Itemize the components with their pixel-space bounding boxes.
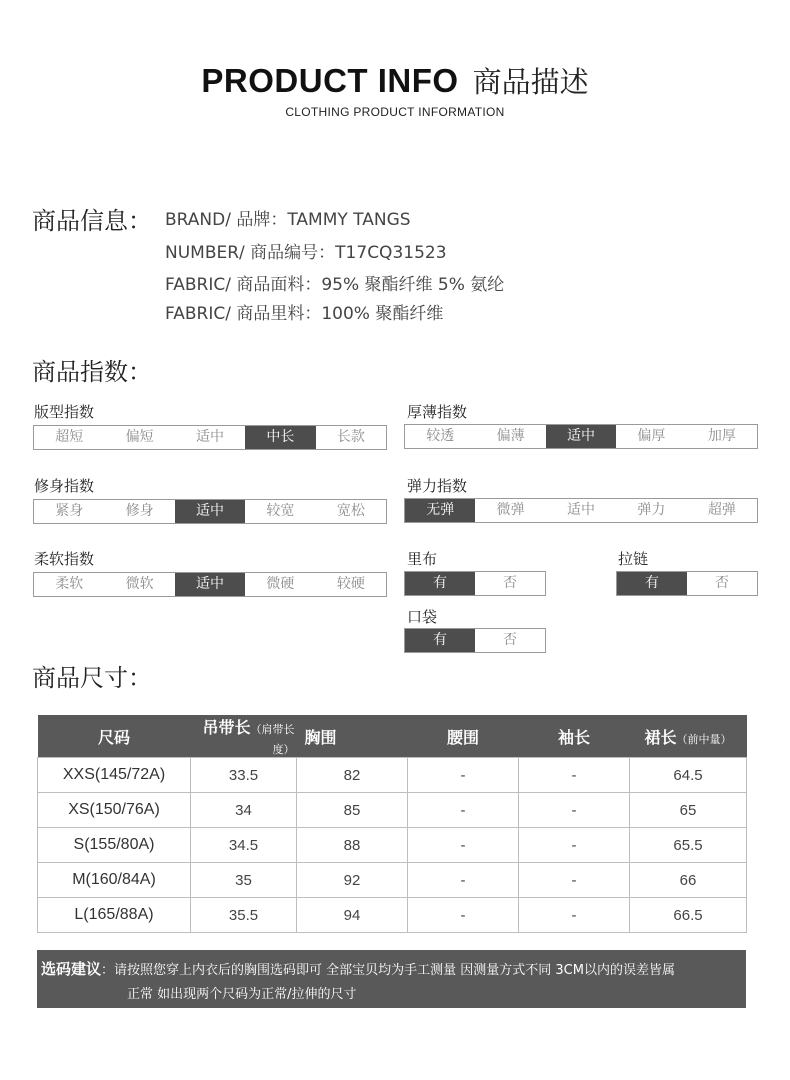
- soft-option: 柔软: [55, 576, 84, 592]
- table-row: [38, 793, 747, 828]
- sleeve-cell: -: [519, 863, 630, 898]
- size-cell: S(155/80A): [38, 828, 191, 863]
- col-header-waist: 腰围: [408, 715, 519, 758]
- slim-option: 紧身: [55, 503, 84, 519]
- waist-cell: -: [408, 898, 519, 933]
- sleeve-cell: -: [519, 758, 630, 793]
- col-header-size: 尺码: [38, 715, 191, 758]
- fit-option: 超短: [55, 429, 84, 445]
- sleeve-cell: -: [519, 793, 630, 828]
- col-header-strap-text: 吊带长: [202, 718, 251, 737]
- thickness-option: 偏厚: [637, 428, 666, 444]
- info-lining-fabric: FABRIC/ 商品里料：100% 聚酯纤维: [165, 304, 444, 324]
- title-chinese: 商品描述: [472, 67, 589, 99]
- pocket-option: 否: [503, 632, 517, 648]
- thickness-option: 加厚: [707, 428, 736, 444]
- col-header-bust-text: 胸围: [304, 727, 337, 747]
- info-number: NUMBER/ 商品编号：T17CQ31523: [165, 243, 447, 263]
- strap-cell: 33.5: [191, 758, 297, 793]
- elastic-option: 超弹: [707, 502, 736, 518]
- soft-index-label: 柔软指数: [34, 550, 95, 568]
- size-table-header: [38, 715, 747, 758]
- col-header-skirt-text: 裙长: [644, 727, 677, 747]
- elastic-option: 弹力: [637, 502, 666, 518]
- waist-cell: -: [408, 758, 519, 793]
- skirt-cell: 64.5: [630, 758, 747, 793]
- strap-cell: 34.5: [191, 828, 297, 863]
- fit-option: 偏短: [125, 429, 154, 445]
- page-subtitle: CLOTHING PRODUCT INFORMATION: [285, 105, 505, 119]
- elastic-option: 适中: [567, 502, 596, 518]
- lining-scale: [404, 571, 546, 596]
- size-advice-line2: 正常 如出现两个尺码为正常/拉伸的尺寸: [127, 987, 357, 1002]
- bust-cell: 85: [297, 793, 408, 828]
- elastic-index-scale: [404, 498, 758, 523]
- zipper-option: 有: [617, 572, 687, 595]
- sleeve-cell: -: [519, 898, 630, 933]
- soft-option: 微软: [125, 576, 154, 592]
- pocket-option: 有: [405, 629, 475, 652]
- col-header-skirt-note: （前中量）: [676, 732, 732, 746]
- soft-option: 较硬: [336, 576, 365, 592]
- size-advice-line1: ：请按照您穿上内衣后的胸围选码即可 全部宝贝均为手工测量 因测量方式不同 3CM以内的误差皆属: [101, 963, 675, 978]
- sleeve-cell: -: [519, 828, 630, 863]
- lining-option: 否: [503, 575, 517, 591]
- bust-cell: 92: [297, 863, 408, 898]
- fit-index-scale: [33, 425, 387, 450]
- col-header-skirt: [630, 715, 747, 758]
- info-section-title: 商品信息：: [32, 207, 152, 235]
- table-row: [38, 828, 747, 863]
- zipper-label: 拉链: [618, 550, 649, 568]
- col-header-strap: [191, 715, 297, 758]
- waist-cell: -: [408, 828, 519, 863]
- col-header-bust: [297, 715, 408, 758]
- size-cell: M(160/84A): [38, 863, 191, 898]
- thickness-option: 适中: [546, 425, 616, 448]
- elastic-option: 无弹: [405, 499, 475, 522]
- strap-cell: 34: [191, 793, 297, 828]
- info-brand: BRAND/ 品牌：TAMMY TANGS: [165, 210, 411, 230]
- elastic-index-label: 弹力指数: [407, 477, 468, 495]
- table-row: [38, 758, 747, 793]
- soft-option: 微硬: [266, 576, 295, 592]
- lining-label: 里布: [407, 550, 438, 568]
- col-header-sleeve: 袖长: [519, 715, 630, 758]
- skirt-cell: 66.5: [630, 898, 747, 933]
- table-row: [38, 863, 747, 898]
- waist-cell: -: [408, 793, 519, 828]
- soft-option: 适中: [175, 573, 245, 596]
- title-english: PRODUCT INFO: [201, 62, 459, 99]
- slim-option: 宽松: [336, 503, 365, 519]
- soft-index-scale: [33, 572, 387, 597]
- bust-cell: 94: [297, 898, 408, 933]
- zipper-scale: [616, 571, 758, 596]
- pocket-label: 口袋: [407, 608, 438, 626]
- table-row: [38, 898, 747, 933]
- slim-index-scale: [33, 499, 387, 524]
- sizes-section-title: 商品尺寸：: [32, 664, 152, 692]
- slim-option: 适中: [175, 500, 245, 523]
- skirt-cell: 65: [630, 793, 747, 828]
- size-table: [37, 715, 747, 933]
- size-cell: L(165/88A): [38, 898, 191, 933]
- lining-option: 有: [405, 572, 475, 595]
- size-cell: XXS(145/72A): [38, 758, 191, 793]
- strap-cell: 35: [191, 863, 297, 898]
- pocket-scale: [404, 628, 546, 653]
- waist-cell: -: [408, 863, 519, 898]
- info-fabric: FABRIC/ 商品面料：95% 聚酯纤维 5% 氨纶: [165, 275, 505, 295]
- fit-option: 适中: [196, 429, 225, 445]
- skirt-cell: 66: [630, 863, 747, 898]
- zipper-option: 否: [715, 575, 729, 591]
- strap-cell: 35.5: [191, 898, 297, 933]
- fit-index-label: 版型指数: [34, 403, 95, 421]
- thickness-index-scale: [404, 424, 758, 449]
- thickness-option: 偏薄: [496, 428, 525, 444]
- skirt-cell: 65.5: [630, 828, 747, 863]
- thickness-index-label: 厚薄指数: [407, 403, 468, 421]
- fit-option: 中长: [245, 426, 315, 449]
- size-cell: XS(150/76A): [38, 793, 191, 828]
- page-title: [0, 60, 790, 101]
- slim-option: 较宽: [266, 503, 295, 519]
- size-advice-label: 选码建议: [41, 960, 102, 978]
- thickness-option: 较透: [426, 428, 455, 444]
- col-header-strap-note: （肩带长度）: [250, 723, 295, 756]
- elastic-option: 微弹: [496, 502, 525, 518]
- fit-option: 长款: [336, 429, 365, 445]
- slim-option: 修身: [125, 503, 154, 519]
- bust-cell: 82: [297, 758, 408, 793]
- slim-index-label: 修身指数: [34, 477, 95, 495]
- bust-cell: 88: [297, 828, 408, 863]
- indices-section-title: 商品指数：: [32, 358, 152, 386]
- size-advice-box: [37, 950, 746, 1008]
